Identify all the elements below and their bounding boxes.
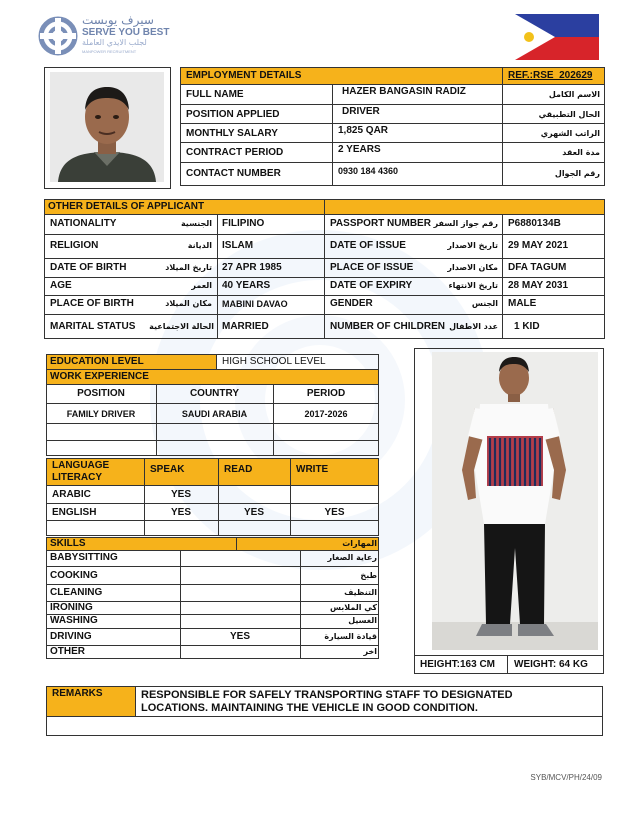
- remarks-label: REMARKS: [52, 688, 103, 699]
- skill-arabic-label: التنظيف: [344, 588, 377, 597]
- employment-arabic-label: الراتب الشهري: [540, 129, 600, 138]
- detail-arabic-label: عدد الاطفال: [449, 322, 498, 331]
- language-header: LANGUAGE: [52, 460, 110, 471]
- detail-arabic-label: رقم جواز السفر: [433, 219, 498, 228]
- detail-label: NUMBER OF CHILDREN: [330, 321, 445, 332]
- skill-name: COOKING: [50, 570, 98, 581]
- detail-arabic-label: الديانة: [187, 241, 212, 250]
- footer-code: SYB/MCV/PH/24/09: [530, 773, 602, 782]
- detail-label: PLACE OF BIRTH: [50, 298, 134, 309]
- monthly-salary-value: 1,825 QAR: [338, 125, 389, 136]
- headshot-photo: [50, 72, 164, 182]
- work-column-header: COUNTRY: [189, 388, 240, 399]
- work-country-value: SAUDI ARABIA: [181, 409, 248, 419]
- detail-arabic-label: الجنس: [471, 299, 498, 308]
- marital-status-value: MARRIED: [222, 321, 269, 332]
- arabic-speak-value: YES: [170, 489, 191, 500]
- skill-name: CLEANING: [50, 587, 103, 598]
- work-position-value: FAMILY DRIVER: [66, 409, 136, 419]
- detail-label: MARITAL STATUS: [50, 321, 136, 332]
- detail-arabic-label: تاريخ الانتهاء: [448, 281, 498, 290]
- other-details-header: OTHER DETAILS OF APPLICANT: [48, 201, 205, 212]
- work-period-value: 2017-2026: [304, 409, 348, 419]
- brand-tagline: MANPOWER RECRUITMENT: [82, 49, 137, 54]
- employment-label: FULL NAME: [186, 89, 244, 100]
- remarks-line-2: LOCATIONS. MAINTAINING THE VEHICLE IN GOOD CONDITION.: [141, 702, 478, 714]
- flag-sun: [524, 32, 534, 42]
- employment-header: EMPLOYMENT DETAILS: [186, 70, 302, 81]
- detail-arabic-label: مكان الاصدار: [447, 263, 498, 272]
- detail-label: DATE OF ISSUE: [330, 240, 406, 251]
- employment-label: MONTHLY SALARY: [186, 128, 278, 139]
- date-of-expiry-value: 28 MAY 2031: [508, 280, 569, 291]
- education-value: HIGH SCHOOL LEVEL: [222, 356, 326, 367]
- brand-arabic-tagline: لجلب الايدي العاملة: [82, 38, 147, 47]
- language-name: ENGLISH: [52, 507, 97, 518]
- brand-logo: [38, 14, 178, 60]
- religion-value: ISLAM: [222, 240, 254, 251]
- brand-arabic-name: سيرف يوبست: [82, 13, 154, 27]
- skill-arabic-label: قيادة السيارة: [324, 632, 377, 641]
- skill-name: BABYSITTING: [50, 552, 118, 563]
- detail-arabic-label: الحالة الاجتماعية: [149, 322, 214, 331]
- english-speak-value: YES: [170, 507, 191, 518]
- nationality-value: FILIPINO: [222, 218, 265, 229]
- skill-arabic-label: اخر: [363, 647, 377, 656]
- contact-number-value: 0930 184 4360: [338, 166, 399, 176]
- full-body-photo: [432, 352, 598, 650]
- language-column-header: SPEAK: [150, 464, 185, 475]
- skill-name: IRONING: [50, 602, 93, 613]
- position-applied-value: DRIVER: [342, 106, 380, 117]
- skill-arabic-label: كي الملابس: [329, 603, 377, 612]
- work-column-header: POSITION: [77, 388, 125, 399]
- detail-label: PASSPORT NUMBER: [330, 218, 431, 229]
- employment-arabic-label: رقم الجوال: [554, 169, 600, 178]
- skill-name: WASHING: [50, 615, 98, 626]
- height-value: HEIGHT:163 CM: [420, 659, 496, 670]
- driving-skill-value: YES: [229, 631, 250, 642]
- work-experience-header: WORK EXPERIENCE: [50, 371, 149, 382]
- employment-arabic-label: مدة العقد: [562, 148, 600, 157]
- skills-header: SKILLS: [50, 538, 86, 549]
- age-value: 40 YEARS: [222, 280, 271, 291]
- passport-number-value: P6880134B: [508, 218, 561, 229]
- education-label: EDUCATION LEVEL: [50, 356, 144, 367]
- detail-arabic-label: الجنسية: [180, 219, 212, 228]
- employment-arabic-label: الاسم الكامل: [548, 90, 600, 99]
- skill-arabic-label: رعاية الصغار: [327, 553, 377, 562]
- detail-label: NATIONALITY: [50, 218, 117, 229]
- philippines-flag-icon: [515, 14, 599, 60]
- date-of-birth-value: 27 APR 1985: [222, 262, 282, 273]
- detail-arabic-label: تاريخ الاصدار: [447, 241, 498, 250]
- employment-label: POSITION APPLIED: [186, 109, 280, 120]
- skill-arabic-label: طبخ: [360, 571, 377, 580]
- language-header-line2: LITERACY: [52, 472, 102, 483]
- skill-name: DRIVING: [50, 631, 92, 642]
- employment-label: CONTACT NUMBER: [186, 168, 281, 179]
- detail-label: DATE OF BIRTH: [50, 262, 127, 273]
- employment-arabic-label: الحال التطبيقي: [538, 110, 600, 119]
- ref-number: REF.:RSE_202629: [508, 70, 593, 81]
- english-write-value: YES: [324, 507, 345, 518]
- work-column-header: PERIOD: [306, 388, 346, 399]
- children-value: 1 KID: [514, 321, 540, 332]
- language-column-header: WRITE: [296, 464, 329, 475]
- detail-arabic-label: مكان الميلاد: [165, 299, 212, 308]
- skill-arabic-label: الغسيل: [348, 616, 377, 625]
- full-name-value: HAZER BANGASIN RADIZ: [342, 86, 466, 97]
- logo-mark-icon: [38, 16, 78, 56]
- detail-arabic-label: تاريخ الميلاد: [165, 263, 212, 272]
- detail-label: PLACE OF ISSUE: [330, 262, 414, 273]
- place-of-birth-value: MABINI DAVAO: [222, 299, 288, 309]
- skills-header-arabic: المهارات: [342, 539, 377, 548]
- detail-label: AGE: [50, 280, 72, 291]
- language-name: ARABIC: [52, 489, 91, 500]
- contract-period-value: 2 YEARS: [338, 144, 381, 155]
- weight-value: WEIGHT: 64 KG: [514, 659, 588, 670]
- gender-value: MALE: [508, 298, 537, 309]
- detail-label: GENDER: [330, 298, 373, 309]
- language-column-header: READ: [224, 464, 253, 475]
- place-of-issue-value: DFA TAGUM: [508, 262, 567, 273]
- detail-label: RELIGION: [50, 240, 99, 251]
- skill-name: OTHER: [50, 646, 85, 657]
- detail-arabic-label: العمر: [191, 281, 212, 290]
- english-read-value: YES: [243, 507, 264, 518]
- brand-name: SERVE YOU BEST: [82, 27, 170, 38]
- date-of-issue-value: 29 MAY 2021: [508, 240, 569, 251]
- employment-label: CONTRACT PERIOD: [186, 147, 284, 158]
- remarks-line-1: RESPONSIBLE FOR SAFELY TRANSPORTING STAFF TO DESIGNATED: [141, 689, 513, 701]
- detail-label: DATE OF EXPIRY: [330, 280, 413, 291]
